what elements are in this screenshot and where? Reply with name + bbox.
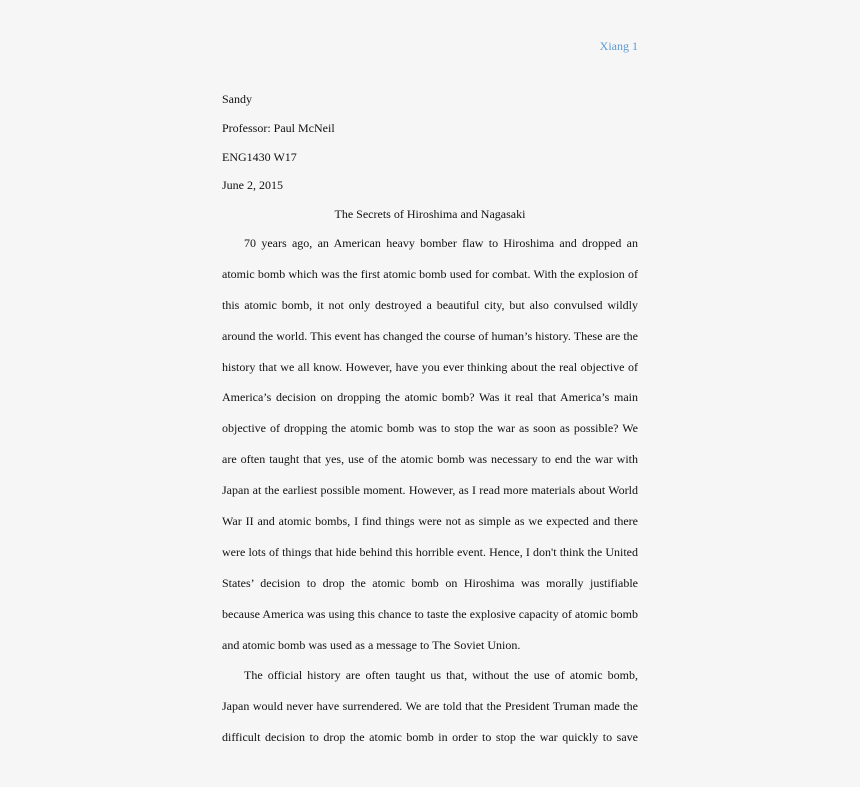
document-date: June 2, 2015 bbox=[222, 178, 283, 192]
text-line: States’ decision to drop the atomic bomb on Hiroshima was morally justifiable bbox=[222, 575, 638, 590]
text-line: this atomic bomb, it not only destroyed a beautiful city, but also convulsed wildly bbox=[222, 297, 638, 312]
text-line: history that we all know. However, have you ever thinking about the real objective of bbox=[222, 359, 638, 374]
text-line: atomic bomb which was the first atomic bomb used for combat. With the explosion of bbox=[222, 266, 638, 281]
text-line: Japan would never have surrendered. We are told that the President Truman made the bbox=[222, 699, 638, 714]
text-line: 70 years ago, an American heavy bomber flaw to Hiroshima and dropped an bbox=[244, 236, 638, 250]
text-line: Japan at the earliest possible moment. However, as I read more materials about World bbox=[222, 483, 638, 498]
text-line: difficult decision to drop the atomic bomb in order to stop the war quickly to save bbox=[222, 730, 638, 745]
author-name: Sandy bbox=[222, 92, 252, 106]
running-header-page-number: Xiang 1 bbox=[599, 39, 638, 53]
text-line: and atomic bomb was used as a message to The Soviet Union. bbox=[222, 637, 521, 652]
text-line: were lots of things that hide behind this horrible event. Hence, I don't think the United bbox=[222, 544, 638, 559]
text-line: War II and atomic bombs, I find things were not as simple as we expected and there bbox=[222, 514, 638, 529]
course-code: ENG1430 W17 bbox=[222, 150, 297, 164]
text-line: America’s decision on dropping the atomic bomb? Was it real that America’s main bbox=[222, 390, 638, 405]
document-body bbox=[222, 235, 638, 760]
professor-name: Professor: Paul McNeil bbox=[222, 121, 335, 135]
paragraph-1 bbox=[222, 235, 638, 667]
text-line: because America was using this chance to taste the explosive capacity of atomic bomb bbox=[222, 606, 638, 621]
text-line: The official history are often taught us that, without the use of atomic bomb, bbox=[244, 668, 638, 683]
text-line: are often taught that yes, use of the atomic bomb was necessary to end the war with bbox=[222, 452, 638, 467]
text-line: around the world. This event has changed the course of human’s history. These are the bbox=[222, 328, 638, 343]
text-line: objective of dropping the atomic bomb was to stop the war as soon as possible? We bbox=[222, 421, 638, 436]
document-title: The Secrets of Hiroshima and Nagasaki bbox=[334, 207, 526, 221]
paragraph-2 bbox=[222, 667, 638, 760]
